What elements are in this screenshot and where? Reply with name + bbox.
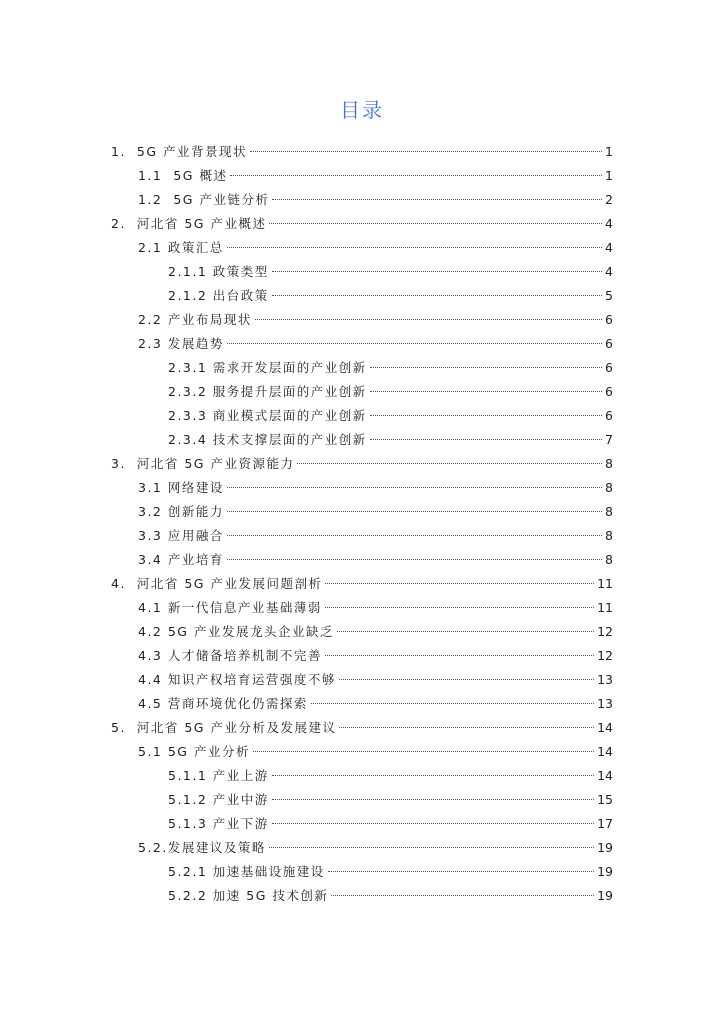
toc-entry-label: 2.3.4 技术支撑层面的产业创新 bbox=[168, 432, 367, 447]
toc-page-number: 15 bbox=[597, 792, 613, 807]
toc-entry-label: 5. 河北省 5G 产业分析及发展建议 bbox=[111, 720, 337, 735]
toc-page-number: 6 bbox=[605, 384, 613, 399]
toc-page-number: 4 bbox=[605, 264, 613, 279]
toc-entry[interactable] bbox=[138, 500, 613, 524]
toc-entry-label: 3.1 网络建设 bbox=[138, 480, 224, 495]
dot-leader bbox=[328, 871, 594, 872]
dot-leader bbox=[370, 415, 602, 416]
toc-page-number: 11 bbox=[597, 600, 613, 615]
toc-page-number: 19 bbox=[597, 840, 613, 855]
dot-leader bbox=[227, 247, 602, 248]
dot-leader bbox=[272, 775, 594, 776]
dot-leader bbox=[272, 199, 602, 200]
toc-entry[interactable] bbox=[168, 764, 613, 788]
toc-entry[interactable] bbox=[138, 668, 613, 692]
dot-leader bbox=[331, 895, 594, 896]
toc-entry-label: 2.3.2 服务提升层面的产业创新 bbox=[168, 384, 367, 399]
toc-entry-label: 3.3 应用融合 bbox=[138, 528, 224, 543]
dot-leader bbox=[272, 799, 594, 800]
toc-entry[interactable] bbox=[138, 644, 613, 668]
toc-entry[interactable] bbox=[138, 836, 613, 860]
toc-entry-label: 5.2.2 加速 5G 技术创新 bbox=[168, 888, 329, 903]
toc-page-number: 14 bbox=[597, 720, 613, 735]
toc-entry[interactable] bbox=[111, 716, 613, 740]
dot-leader bbox=[370, 391, 602, 392]
toc-page-number: 14 bbox=[597, 768, 613, 783]
toc-entry[interactable] bbox=[138, 188, 613, 212]
toc-entry[interactable] bbox=[168, 860, 613, 884]
dot-leader bbox=[227, 511, 602, 512]
toc-page-number: 6 bbox=[605, 336, 613, 351]
toc-entry-label: 5.1.2 产业中游 bbox=[168, 792, 269, 807]
dot-leader bbox=[370, 367, 602, 368]
toc-entry[interactable] bbox=[168, 788, 613, 812]
toc-entry[interactable] bbox=[138, 308, 613, 332]
toc-page-number: 8 bbox=[605, 552, 613, 567]
toc-entry[interactable] bbox=[111, 452, 613, 476]
toc-entry-label: 4.4 知识产权培育运营强度不够 bbox=[138, 672, 336, 687]
toc-page-number: 8 bbox=[605, 456, 613, 471]
toc-entry-label: 2. 河北省 5G 产业概述 bbox=[111, 216, 267, 231]
dot-leader bbox=[269, 223, 602, 224]
toc-entry[interactable] bbox=[138, 620, 613, 644]
toc-page-number: 17 bbox=[597, 816, 613, 831]
toc-entry[interactable] bbox=[138, 236, 613, 260]
dot-leader bbox=[227, 343, 602, 344]
dot-leader bbox=[325, 655, 594, 656]
toc-entry-label: 4.3 人才储备培养机制不完善 bbox=[138, 648, 322, 663]
toc-page-number: 8 bbox=[605, 504, 613, 519]
toc-entry-label: 2.3 发展趋势 bbox=[138, 336, 224, 351]
toc-page-number: 4 bbox=[605, 216, 613, 231]
dot-leader bbox=[339, 727, 594, 728]
toc-page-number: 7 bbox=[605, 432, 613, 447]
toc-entry-label: 2.3.1 需求开发层面的产业创新 bbox=[168, 360, 367, 375]
toc-entry-label: 5.1.1 产业上游 bbox=[168, 768, 269, 783]
dot-leader bbox=[325, 583, 594, 584]
dot-leader bbox=[311, 703, 594, 704]
toc-entry[interactable] bbox=[168, 284, 613, 308]
toc-entry[interactable] bbox=[168, 884, 613, 908]
toc-entry[interactable] bbox=[168, 380, 613, 404]
toc-entry-label: 1. 5G 产业背景现状 bbox=[111, 144, 247, 159]
dot-leader bbox=[227, 535, 602, 536]
toc-entry[interactable] bbox=[138, 692, 613, 716]
toc-page-number: 1 bbox=[605, 168, 613, 183]
toc-page-number: 14 bbox=[597, 744, 613, 759]
toc-page-number: 19 bbox=[597, 888, 613, 903]
toc-entry-label: 1.2 5G 产业链分析 bbox=[138, 192, 270, 207]
dot-leader bbox=[297, 463, 602, 464]
toc-entry-label: 1.1 5G 概述 bbox=[138, 168, 228, 183]
dot-leader bbox=[230, 175, 602, 176]
toc-entry[interactable] bbox=[138, 740, 613, 764]
toc-entry-label: 4.5 营商环境优化仍需探索 bbox=[138, 696, 308, 711]
toc-entry[interactable] bbox=[138, 164, 613, 188]
toc-entry[interactable] bbox=[168, 356, 613, 380]
dot-leader bbox=[272, 295, 602, 296]
toc-page-number: 8 bbox=[605, 480, 613, 495]
toc-entry[interactable] bbox=[111, 212, 613, 236]
toc-entry[interactable] bbox=[138, 332, 613, 356]
dot-leader bbox=[370, 439, 602, 440]
toc-entry-label: 2.1 政策汇总 bbox=[138, 240, 224, 255]
toc-entry-label: 2.1.2 出台政策 bbox=[168, 288, 269, 303]
dot-leader bbox=[269, 847, 594, 848]
toc-entry[interactable] bbox=[168, 428, 613, 452]
toc-entry-label: 4. 河北省 5G 产业发展问题剖析 bbox=[111, 576, 323, 591]
toc-page-number: 4 bbox=[605, 240, 613, 255]
toc-page-number: 8 bbox=[605, 528, 613, 543]
toc-page-number: 6 bbox=[605, 312, 613, 327]
toc-entry[interactable] bbox=[168, 812, 613, 836]
toc-entry-label: 5.2.发展建议及策略 bbox=[138, 840, 266, 855]
toc-page-number: 6 bbox=[605, 408, 613, 423]
toc-entry-label: 3.4 产业培育 bbox=[138, 552, 224, 567]
dot-leader bbox=[227, 487, 602, 488]
toc-entry-label: 3. 河北省 5G 产业资源能力 bbox=[111, 456, 295, 471]
toc-page-number: 13 bbox=[597, 672, 613, 687]
toc-title: 目录 bbox=[340, 98, 384, 122]
toc-page-number: 2 bbox=[605, 192, 613, 207]
dot-leader bbox=[272, 271, 602, 272]
toc-entry-label: 5.1 5G 产业分析 bbox=[138, 744, 250, 759]
toc-page-number: 6 bbox=[605, 360, 613, 375]
dot-leader bbox=[325, 607, 594, 608]
toc-page-number: 13 bbox=[597, 696, 613, 711]
toc-entry-label: 5.2.1 加速基础设施建设 bbox=[168, 864, 325, 879]
dot-leader bbox=[253, 751, 594, 752]
dot-leader bbox=[337, 631, 594, 632]
toc-page-number: 1 bbox=[605, 144, 613, 159]
toc-page-number: 19 bbox=[597, 864, 613, 879]
toc-page-number: 5 bbox=[605, 288, 613, 303]
toc-entry[interactable] bbox=[138, 596, 613, 620]
toc-entry-label: 4.2 5G 产业发展龙头企业缺乏 bbox=[138, 624, 334, 639]
toc-entry-label: 5.1.3 产业下游 bbox=[168, 816, 269, 831]
toc-entry-label: 2.2 产业布局现状 bbox=[138, 312, 252, 327]
dot-leader bbox=[255, 319, 602, 320]
toc-page-number: 12 bbox=[597, 648, 613, 663]
toc-entry[interactable] bbox=[138, 524, 613, 548]
toc-page-number: 11 bbox=[597, 576, 613, 591]
dot-leader bbox=[339, 679, 594, 680]
toc-entry[interactable] bbox=[138, 548, 613, 572]
dot-leader bbox=[272, 823, 594, 824]
toc-entry[interactable] bbox=[111, 140, 613, 164]
toc-entry-label: 2.1.1 政策类型 bbox=[168, 264, 269, 279]
dot-leader bbox=[227, 559, 602, 560]
dot-leader bbox=[250, 151, 602, 152]
toc-entry-label: 2.3.3 商业模式层面的产业创新 bbox=[168, 408, 367, 423]
toc-entry[interactable] bbox=[111, 572, 613, 596]
toc-entry[interactable] bbox=[168, 260, 613, 284]
toc-entry[interactable] bbox=[138, 476, 613, 500]
toc-entry-label: 3.2 创新能力 bbox=[138, 504, 224, 519]
toc-entry[interactable] bbox=[168, 404, 613, 428]
toc-page-number: 12 bbox=[597, 624, 613, 639]
toc-entry-label: 4.1 新一代信息产业基础薄弱 bbox=[138, 600, 322, 615]
